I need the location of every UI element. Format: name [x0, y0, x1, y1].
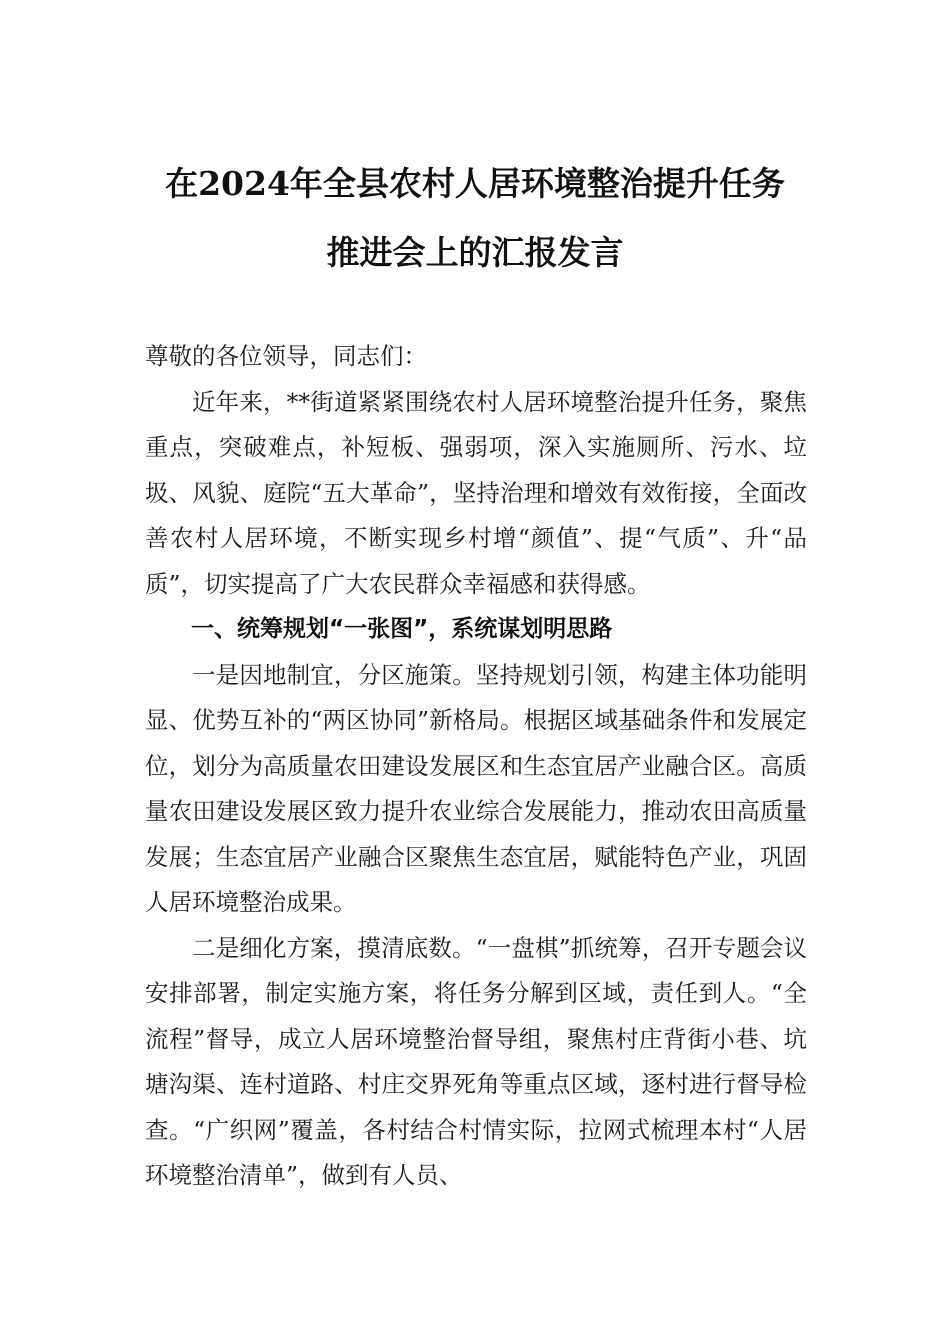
document-title-line-1: 在2024年全县农村人居环境整治提升任务 — [165, 164, 785, 203]
salutation: 尊敬的各位领导，同志们： — [145, 342, 427, 370]
document-title-line-2: 推进会上的汇报发言 — [326, 233, 624, 272]
intro-paragraph: 近年来，**街道紧紧围绕农村人居环境整治提升任务，聚焦重点，突破难点，补短板、强弱项，深入实施厕所、污水、垃圾、风貌、庭院“五大革命”，坚持治理和增效有效衔接，全面改善农村人居环境，不断实现乡村增“颜值”、提“气质”、升“品质”，切实提高了广大农民群众幸福感和获得感。 — [145, 387, 807, 598]
paragraph-1: 一是因地制宜，分区施策。坚持规划引领，构建主体功能明显、优势互补的“两区协同”新格局。根据区域基础条件和发展定位，划分为高质量农田建设发展区和生态宜居产业融合区。高质量农田建设发展区致力提升农业综合发展能力，推动农田高质量发展；生态宜居产业融合区聚焦生态宜居，赋能特色产业，巩固人居环境整治成果。 — [145, 660, 807, 916]
document-body — [145, 334, 807, 1199]
section-heading-1: 一、统筹规划“一张图”，系统谋划明思路 — [191, 616, 613, 642]
paragraph-2: 二是细化方案，摸清底数。“一盘棋”抓统筹，召开专题会议安排部署，制定实施方案，将任务分解到区域，责任到人。“全流程”督导，成立人居环境整治督导组，聚焦村庄背街小巷、坑塘沟渠、连村道路、村庄交界死角等重点区域，逐村进行督导检查。“广织网”覆盖，各村结合村情实际，拉网式梳理本村“人居环境整治清单”，做到有人员、 — [145, 933, 807, 1189]
